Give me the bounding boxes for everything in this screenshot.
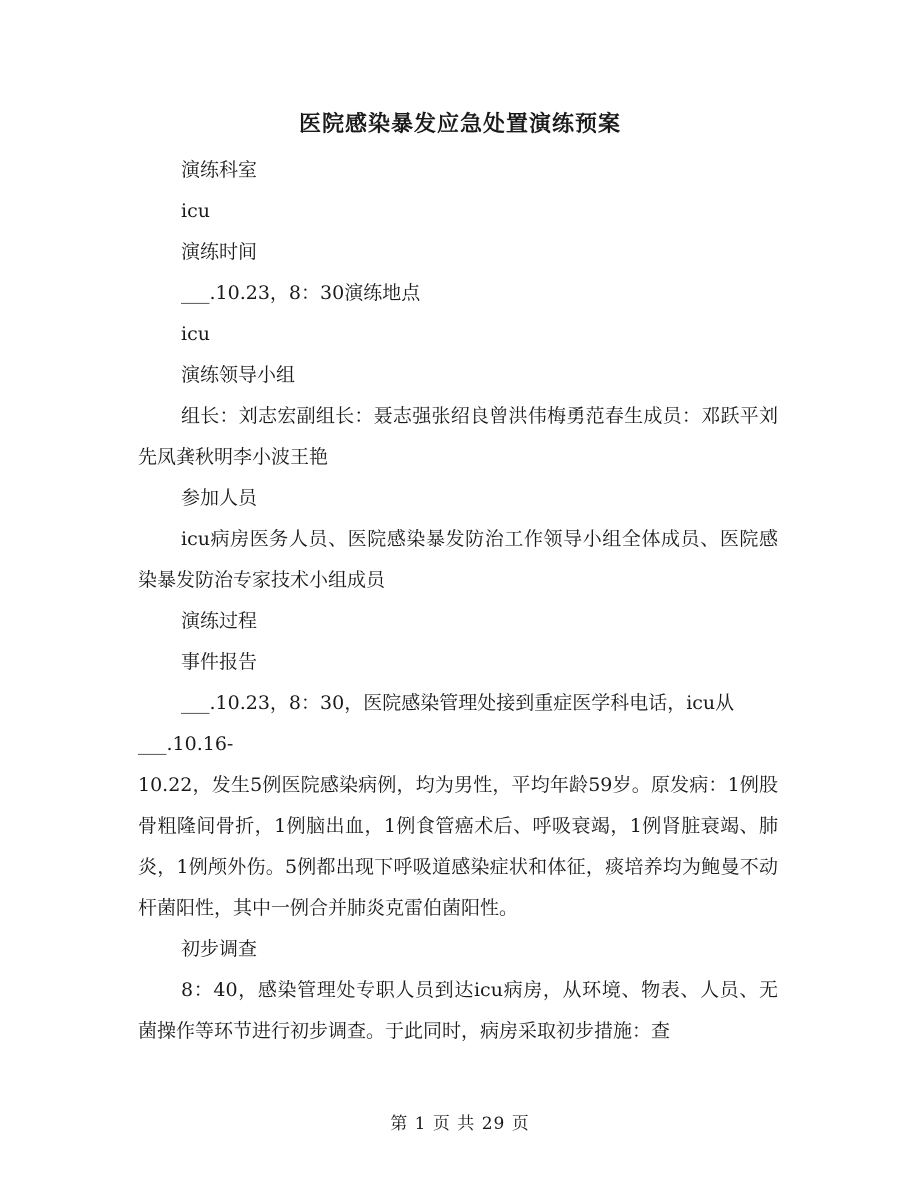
paragraph-leadership-members: 组长：刘志宏副组长：聂志强张绍良曾洪伟梅勇范春生成员：邓跃平刘先凤龚秋明李小波王艳 <box>138 405 778 468</box>
paragraph-drill-location-value: icu <box>181 323 210 345</box>
document-body <box>138 150 778 1052</box>
paragraph-event-report-details: 10.22，发生5例医院感染病例，均为男性，平均年龄59岁。原发病：1例股骨粗隆间骨折，1例脑出血，1例食管癌术后、呼吸衰竭，1例肾脏衰竭、肺炎，1例颅外伤。5例都出现下呼吸道感染症状和体征，痰培养均为鲍曼不动杆菌阳性，其中一例合并肺炎克雷伯菌阳性。 <box>138 774 778 919</box>
paragraph-drill-time-value: ___.10.23，8：30演练地点 <box>181 282 421 304</box>
paragraph-event-report-heading: 事件报告 <box>181 651 258 673</box>
paragraph-drill-department-heading: 演练科室 <box>181 159 258 181</box>
paragraph-participants-list: icu病房医务人员、医院感染暴发防治工作领导小组全体成员、医院感染暴发防治专家技术小组成员 <box>138 528 778 591</box>
paragraph-drill-time-heading: 演练时间 <box>181 241 258 263</box>
paragraph-drill-process-heading: 演练过程 <box>181 610 258 632</box>
paragraph-participants-heading: 参加人员 <box>181 487 258 509</box>
page-number-footer: 第 1 页 共 29 页 <box>390 1114 530 1134</box>
paragraph-initial-investigation-heading: 初步调查 <box>181 938 258 960</box>
paragraph-leadership-heading: 演练领导小组 <box>181 364 296 386</box>
paragraph-drill-department-value: icu <box>181 200 210 222</box>
paragraph-event-report-line: ___.10.23，8：30，医院感染管理处接到重症医学科电话，icu从 <box>181 692 735 714</box>
document-title: 医院感染暴发应急处置演练预案 <box>298 111 621 137</box>
paragraph-initial-investigation-details: 8：40，感染管理处专职人员到达icu病房，从环境、物表、人员、无菌操作等环节进行初步调查。于此同时，病房采取初步措施：查 <box>138 979 778 1042</box>
paragraph-event-report-date: ___.10.16- <box>138 733 234 755</box>
